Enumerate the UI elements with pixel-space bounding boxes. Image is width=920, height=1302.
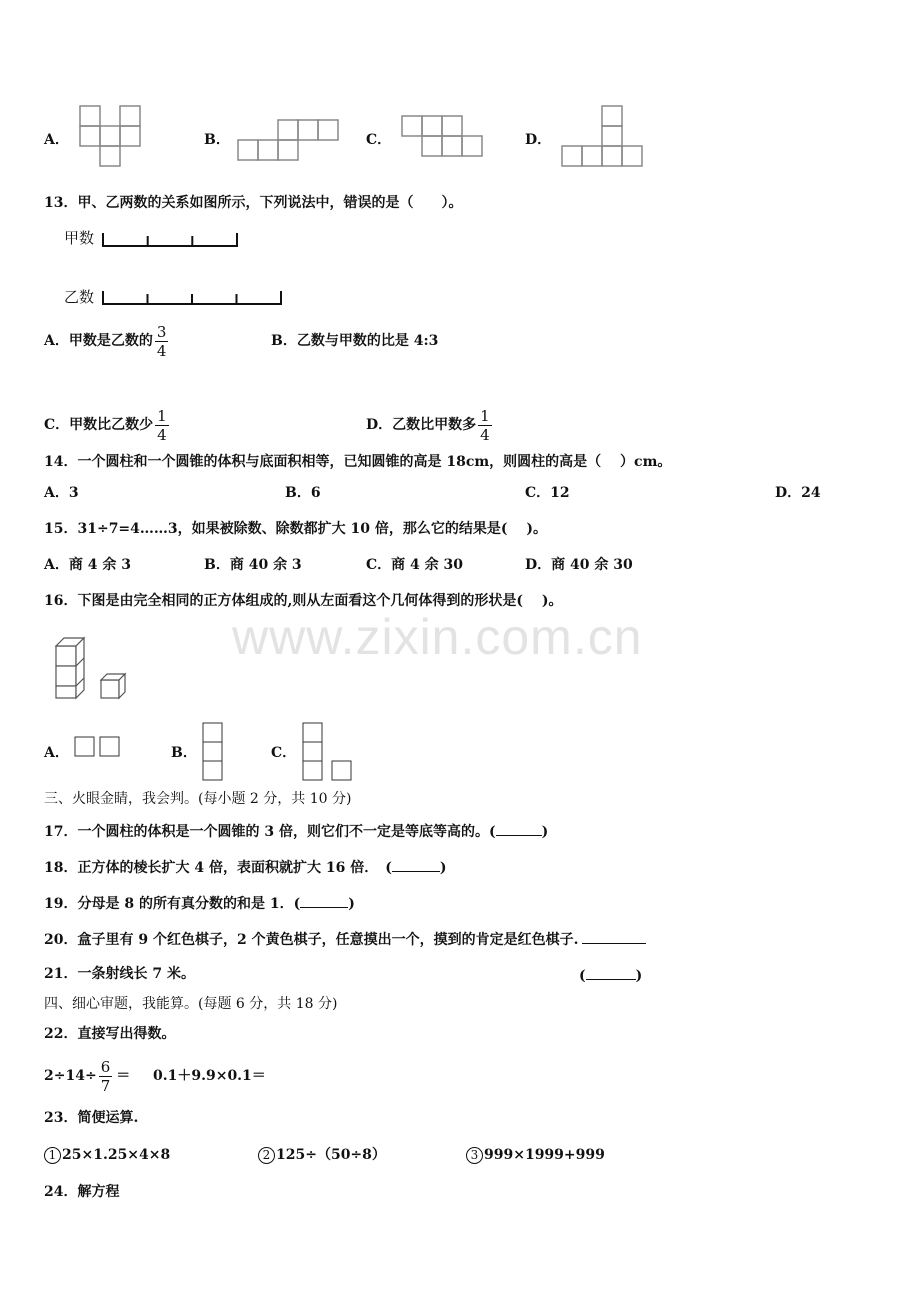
q21-answer [579, 965, 642, 985]
q17 [44, 821, 548, 841]
q14-option-d[interactable]: D．24 [775, 485, 821, 501]
q14-option-a[interactable]: A．3 [44, 485, 79, 501]
q21-answer-blank[interactable] [586, 965, 636, 980]
q23-stem: 23．简便运算. [44, 1110, 139, 1126]
q13-option-d-text: D．乙数比甲数多 [366, 417, 477, 433]
section3-heading: 三、火眼金睛，我会判。(每小题 2 分，共 10 分) [44, 791, 352, 807]
q23-item-3-mark: 3 [466, 1147, 483, 1164]
q15-option-b[interactable]: B．商 40 余 3 [204, 557, 302, 573]
q23-item-3 [466, 1146, 605, 1164]
q17-answer-blank[interactable] [496, 821, 542, 836]
q16-option-a-label: A． [44, 745, 69, 761]
q21-text: 21．一条射线长 7 米。 [44, 966, 195, 982]
q23-item-1-expr: 25×1.25×4×8 [62, 1147, 171, 1163]
q13-option-d-fraction: $\frac{1}{4}$ [480, 406, 490, 444]
q20 [44, 929, 646, 949]
q13-option-c-text: C．甲数比乙数少 [44, 417, 154, 433]
q16-stem: 16．下图是由完全相同的正方体组成的,则从左面看这个几何体得到的形状是( )。 [44, 593, 563, 609]
q13-option-a[interactable] [44, 321, 168, 361]
watermark: www.zixin.com.cn [232, 609, 643, 665]
q22-expr-1-pre: 2÷14÷ [44, 1068, 97, 1084]
q12-option-b-label: B． [204, 132, 230, 148]
q13-stem: 13．甲、乙两数的关系如图所示，下列说法中，错误的是（ ）。 [44, 195, 463, 211]
q23-item-3-expr: 999×1999+999 [484, 1147, 605, 1163]
q14-stem: 14．一个圆柱和一个圆锥的体积与底面积相等，已知圆锥的高是 18cm，则圆柱的高是（ ）cm。 [44, 454, 672, 470]
q22-expr-1 [44, 1056, 130, 1096]
q19-close-paren: ) [348, 896, 355, 912]
q18-answer-blank[interactable] [392, 857, 440, 872]
q13-option-b[interactable]: B．乙数与甲数的比是 4:3 [271, 333, 439, 349]
q15-option-a[interactable]: A．商 4 余 3 [44, 557, 131, 573]
q15-option-d[interactable]: D．商 40 余 30 [525, 557, 633, 573]
q23-item-2 [258, 1146, 386, 1164]
q23-item-1 [44, 1146, 170, 1164]
q13-option-a-fraction: $\frac{3}{4}$ [156, 322, 167, 360]
q18-text: 18．正方体的棱长扩大 4 倍，表面积就扩大 16 倍． ( [44, 860, 392, 876]
q12-option-d-label: D． [525, 132, 552, 148]
q16-option-b-view [202, 722, 226, 782]
q23-item-2-expr: 125÷（50÷8） [276, 1147, 386, 1163]
q12-option-d-net [560, 104, 646, 170]
q23-item-2-mark: 2 [258, 1147, 275, 1164]
q22-stem: 22．直接写出得数。 [44, 1026, 176, 1042]
q20-text: 20．盒子里有 9 个红色棋子，2 个黄色棋子，任意摸出一个，摸到的肯定是红色棋子. [44, 932, 579, 948]
q19 [44, 893, 355, 913]
q16-option-a-view [74, 736, 122, 758]
q17-close-paren: ) [541, 824, 549, 840]
q17-text: 17．一个圆柱的体积是一个圆锥的 3 倍，则它们不一定是等底等高的。( [44, 824, 496, 840]
q12-option-a-label: A． [44, 132, 69, 148]
q14-option-b[interactable]: B．6 [285, 485, 321, 501]
q18 [44, 857, 446, 877]
q20-answer-blank[interactable] [582, 929, 646, 944]
q22-expr-2: 0.1＋9.9×0.1＝ [153, 1068, 266, 1084]
q12-option-c-label: C． [366, 132, 392, 148]
section4-heading: 四、细心审题，我能算。(每题 6 分，共 18 分) [44, 996, 338, 1012]
q13-jia-segment-line [102, 232, 242, 248]
q16-option-c-label: C． [271, 745, 297, 761]
q15-stem: 15．31÷7=4……3，如果被除数、除数都扩大 10 倍，那么它的结果是( )。 [44, 521, 548, 537]
q21-close-paren: ) [635, 968, 643, 984]
q19-text: 19．分母是 8 的所有真分数的和是 1．( [44, 896, 301, 912]
q13-jia-label: 甲数 [64, 230, 95, 247]
q13-option-d[interactable] [366, 405, 492, 445]
q13-yi-label: 乙数 [64, 289, 95, 306]
q16-option-c-view [302, 722, 354, 782]
q12-option-b-net [236, 118, 342, 164]
q23-item-1-mark: 1 [44, 1147, 61, 1164]
q14-option-c[interactable]: C．12 [525, 485, 570, 501]
q13-yi-segment-line [102, 290, 286, 306]
q13-option-c[interactable] [44, 405, 169, 445]
q13-option-c-fraction: $\frac{1}{4}$ [157, 406, 167, 444]
q15-option-c[interactable]: C．商 4 余 30 [366, 557, 463, 573]
q19-answer-blank[interactable] [300, 893, 348, 908]
q12-option-c-net [400, 114, 486, 160]
q22-expr-1-post: ＝ [116, 1068, 131, 1084]
q12-option-a-net [78, 104, 144, 170]
q22-expr-1-fraction: $\frac{6}{7}$ [100, 1057, 111, 1095]
q18-close-paren: ) [439, 860, 447, 876]
q24-stem: 24．解方程 [44, 1184, 120, 1200]
q16-cube-stack-figure [54, 636, 132, 702]
q13-option-a-text: A．甲数是乙数的 [44, 333, 153, 349]
q16-option-b-label: B． [171, 745, 197, 761]
q21-open-paren: ( [579, 968, 586, 984]
